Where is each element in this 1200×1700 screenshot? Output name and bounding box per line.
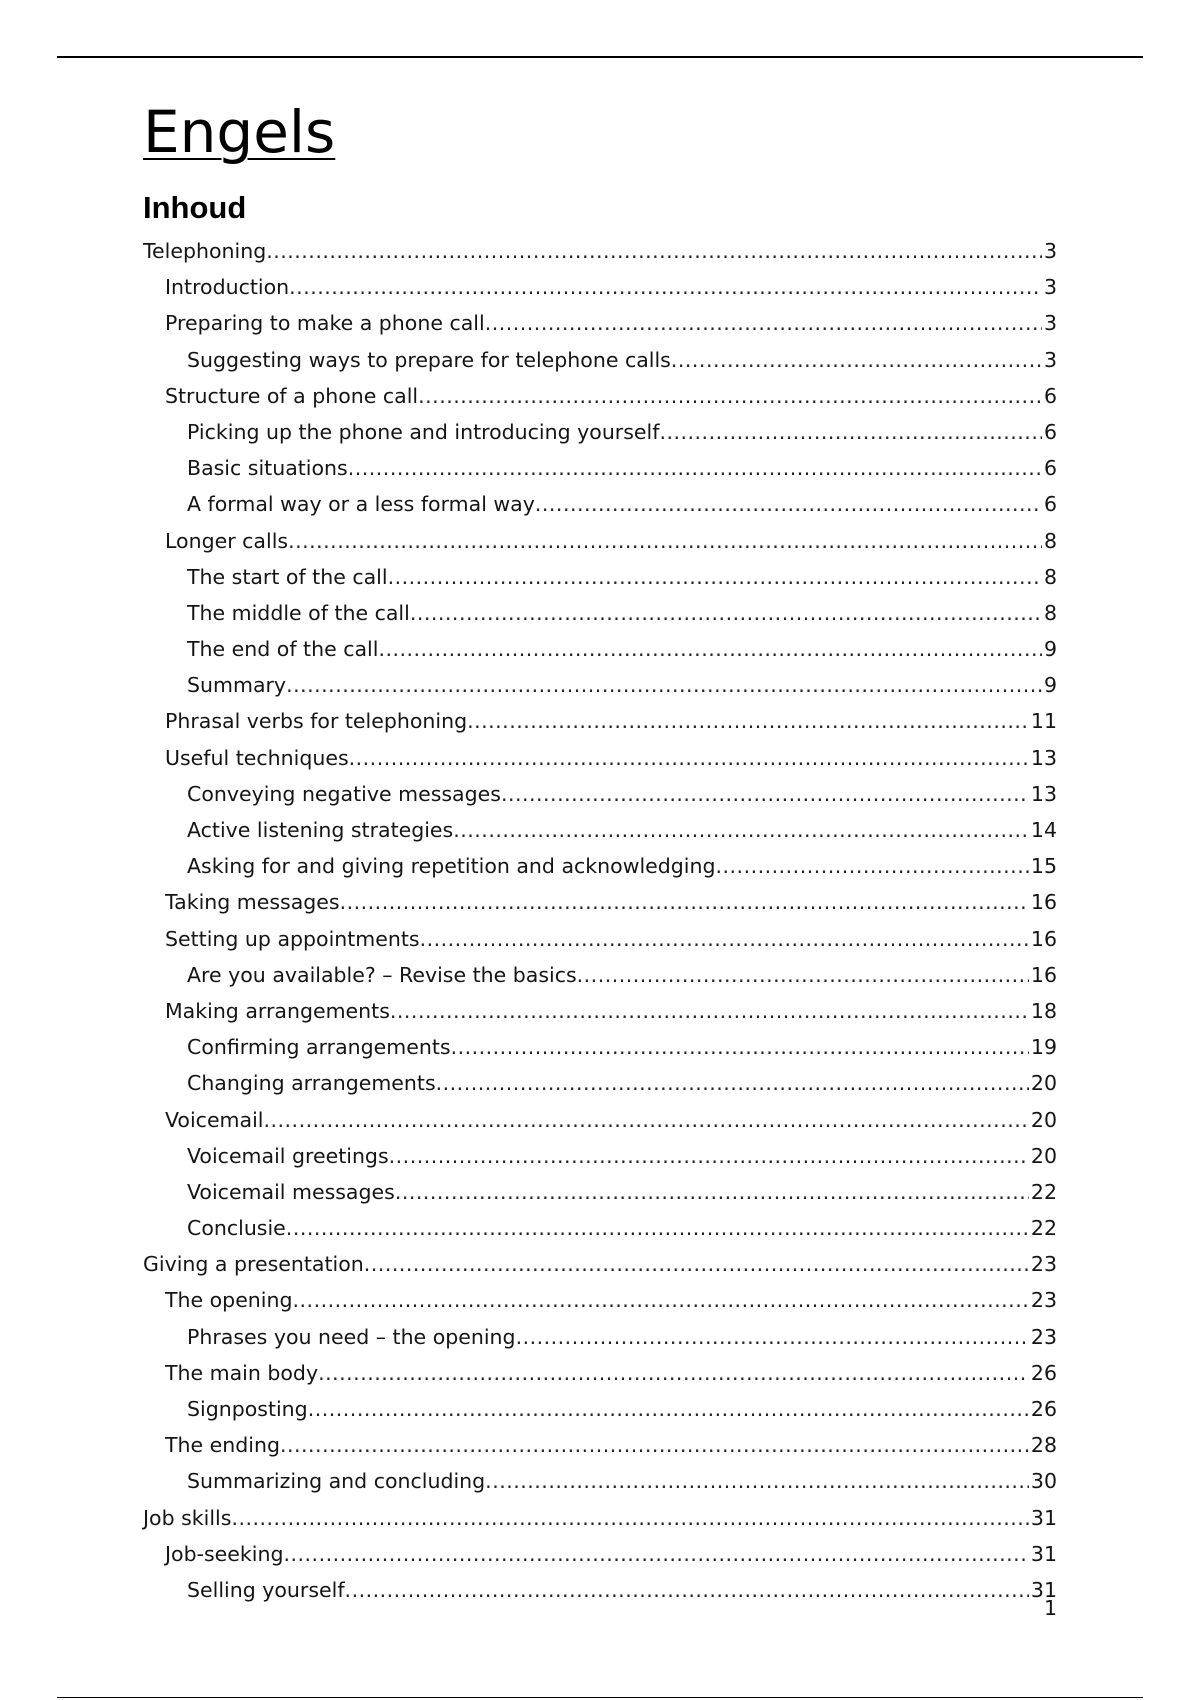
toc-dot-leader <box>388 559 1042 595</box>
toc-entry-page: 26 <box>1030 1360 1057 1385</box>
toc-entry-label[interactable]: Active listening strategies <box>187 818 454 842</box>
toc-entry[interactable] <box>143 667 1057 703</box>
toc-entry[interactable] <box>143 305 1057 341</box>
toc-entry[interactable] <box>143 450 1057 486</box>
toc-entry-page: 28 <box>1030 1433 1057 1458</box>
toc-entry-page: 11 <box>1030 709 1057 734</box>
toc-entry-page: 6 <box>1043 492 1057 517</box>
toc-entry-page: 6 <box>1043 419 1057 444</box>
toc-entry[interactable] <box>143 1463 1057 1499</box>
toc-entry-label[interactable]: The end of the call <box>187 637 379 662</box>
toc-entry-page: 20 <box>1030 1107 1057 1132</box>
toc-entry[interactable] <box>143 1355 1057 1391</box>
toc-dot-leader <box>308 1391 1029 1427</box>
toc-entry-page: 16 <box>1030 926 1057 951</box>
toc-entry-page: 14 <box>1030 818 1057 842</box>
toc-dot-leader <box>453 812 1029 848</box>
toc-entry-label[interactable]: Useful techniques <box>165 745 349 770</box>
toc-entry-page: 23 <box>1030 1252 1057 1277</box>
toc-entry-label[interactable]: Making arrangements <box>165 998 390 1023</box>
toc-entry[interactable] <box>143 414 1057 450</box>
toc-entry-page: 9 <box>1043 673 1057 698</box>
toc-entry-page: 22 <box>1030 1216 1057 1241</box>
toc-dot-leader <box>345 1572 1029 1608</box>
toc-entry[interactable] <box>143 378 1057 414</box>
toc-entry[interactable] <box>143 1427 1057 1463</box>
toc-entry[interactable] <box>143 812 1057 848</box>
toc-entry-label[interactable]: Job skills <box>143 1505 232 1530</box>
toc-entry-page: 22 <box>1030 1179 1057 1204</box>
toc-entry[interactable] <box>143 1174 1057 1210</box>
toc-entry-page: 16 <box>1030 962 1057 987</box>
toc-dot-leader <box>420 921 1029 957</box>
toc-dot-leader <box>293 1282 1029 1318</box>
toc-entry-label[interactable]: Voicemail messages <box>187 1179 395 1204</box>
toc-entry-label[interactable]: Summarizing and concluding <box>187 1469 486 1494</box>
toc-dot-leader <box>418 378 1042 414</box>
toc-dot-leader <box>389 1138 1029 1174</box>
toc-dot-leader <box>349 740 1029 776</box>
toc-entry[interactable] <box>143 740 1057 776</box>
toc-entry-page: 13 <box>1030 781 1057 806</box>
toc-entry-page: 3 <box>1043 311 1057 336</box>
header-rule <box>57 56 1143 58</box>
toc-entry[interactable] <box>143 269 1057 305</box>
toc-entry[interactable] <box>143 776 1057 812</box>
toc-entry-label[interactable]: Signposting <box>187 1397 308 1421</box>
toc-entry-page: 8 <box>1043 600 1057 625</box>
toc-dot-leader <box>485 1463 1029 1499</box>
toc-dot-leader <box>501 776 1029 812</box>
toc-dot-leader <box>659 414 1042 450</box>
toc-entry-page: 13 <box>1030 745 1057 770</box>
toc-entry-label[interactable]: Structure of a phone call <box>165 383 419 408</box>
toc-entry[interactable] <box>143 1572 1057 1608</box>
toc-dot-leader <box>671 342 1042 378</box>
toc-dot-leader <box>318 1355 1029 1391</box>
toc-entry-page: 31 <box>1030 1577 1057 1602</box>
toc-entry[interactable] <box>143 1210 1057 1246</box>
toc-entry[interactable] <box>143 993 1057 1029</box>
toc-dot-leader <box>451 1029 1029 1065</box>
toc-dot-leader <box>231 1500 1028 1536</box>
toc-entry[interactable] <box>143 523 1057 559</box>
toc-entry-page: 26 <box>1030 1397 1057 1421</box>
toc-entry-page: 16 <box>1030 890 1057 915</box>
toc-entry-label[interactable]: Summary <box>187 673 287 698</box>
toc-entry[interactable] <box>143 703 1057 739</box>
page-number: 1 <box>1043 1596 1057 1620</box>
toc-dot-leader <box>283 1536 1028 1572</box>
toc-dot-leader <box>716 848 1029 884</box>
toc-entry[interactable] <box>143 884 1057 920</box>
toc-entry[interactable] <box>143 921 1057 957</box>
toc-entry[interactable] <box>143 486 1057 522</box>
toc-entry-label[interactable]: Setting up appointments <box>165 926 420 951</box>
toc-entry-page: 30 <box>1030 1469 1057 1494</box>
toc-entry-label[interactable]: A formal way or a less formal way <box>187 492 535 517</box>
toc-entry-label[interactable]: Are you available? – Revise the basics <box>187 962 577 987</box>
toc-heading: Inhoud <box>143 190 247 225</box>
toc-entry-label[interactable]: Giving a presentation <box>143 1252 364 1277</box>
toc-dot-leader <box>485 305 1042 341</box>
toc-entry-page: 20 <box>1030 1143 1057 1168</box>
toc-entry-page: 8 <box>1043 528 1057 553</box>
toc-dot-leader <box>286 667 1042 703</box>
toc-entry-page: 3 <box>1043 239 1057 263</box>
toc-dot-leader <box>410 595 1042 631</box>
toc-entry[interactable] <box>143 1065 1057 1101</box>
document-title: Engels <box>143 98 336 166</box>
toc-dot-leader <box>395 1174 1029 1210</box>
toc-entry-label[interactable]: Introduction <box>165 275 290 300</box>
toc-dot-leader <box>467 703 1029 739</box>
toc-entry-label[interactable]: The ending <box>165 1433 280 1458</box>
toc-entry-page: 3 <box>1043 275 1057 300</box>
toc-entry[interactable] <box>143 595 1057 631</box>
toc-entry-page: 23 <box>1030 1324 1057 1349</box>
toc-entry-page: 6 <box>1043 383 1057 408</box>
toc-entry[interactable] <box>143 559 1057 595</box>
toc-entry-label[interactable]: Basic situations <box>187 456 348 481</box>
toc-entry-label[interactable]: Asking for and giving repetition and acknowledging <box>187 854 716 879</box>
toc-entry-label[interactable]: Longer calls <box>165 528 289 553</box>
toc-dot-leader <box>263 1102 1028 1138</box>
toc-entry[interactable] <box>143 1246 1057 1282</box>
toc-entry-label[interactable]: Phrases you need – the opening <box>187 1324 516 1349</box>
toc-entry-page: 9 <box>1043 637 1057 662</box>
toc-entry[interactable] <box>143 1102 1057 1138</box>
toc-entry-page: 18 <box>1030 998 1057 1023</box>
toc-entry-label[interactable]: The start of the call <box>187 564 388 589</box>
toc-entry-label[interactable]: Conveying negative messages <box>187 781 501 806</box>
toc-entry[interactable] <box>143 957 1057 993</box>
toc-entry-page: 23 <box>1030 1288 1057 1313</box>
toc-dot-leader <box>289 269 1042 305</box>
toc-dot-leader <box>348 450 1042 486</box>
toc-entry-label[interactable]: The main body <box>165 1360 319 1385</box>
toc-entry-label[interactable]: Picking up the phone and introducing yourself <box>187 419 660 444</box>
toc-entry[interactable] <box>143 631 1057 667</box>
toc-entry-label[interactable]: Preparing to make a phone call <box>165 311 485 336</box>
toc-entry-label[interactable]: Conclusie <box>187 1216 286 1241</box>
toc-dot-leader <box>286 1210 1029 1246</box>
table-of-contents <box>143 233 1057 1608</box>
toc-entry[interactable] <box>143 1391 1057 1427</box>
toc-entry[interactable] <box>143 342 1057 378</box>
toc-entry[interactable] <box>143 1138 1057 1174</box>
toc-entry[interactable] <box>143 1282 1057 1318</box>
toc-dot-leader <box>364 1246 1029 1282</box>
toc-entry-page: 15 <box>1030 854 1057 879</box>
toc-entry-label[interactable]: Suggesting ways to prepare for telephone calls <box>187 347 671 372</box>
toc-entry[interactable] <box>143 233 1057 269</box>
toc-dot-leader <box>516 1319 1029 1355</box>
toc-dot-leader <box>280 1427 1029 1463</box>
toc-entry-label[interactable]: Confirming arrangements <box>187 1035 451 1060</box>
toc-dot-leader <box>390 993 1029 1029</box>
toc-entry[interactable] <box>143 1500 1057 1536</box>
toc-dot-leader <box>266 233 1042 269</box>
toc-entry-label[interactable]: Voicemail greetings <box>187 1143 389 1168</box>
toc-entry-label[interactable]: Telephoning <box>143 239 267 263</box>
toc-entry[interactable] <box>143 1319 1057 1355</box>
toc-dot-leader <box>288 523 1042 559</box>
toc-entry-label[interactable]: Changing arrangements <box>187 1071 436 1096</box>
toc-entry-label[interactable]: The middle of the call <box>187 600 410 625</box>
toc-entry-label[interactable]: Job-seeking <box>165 1541 284 1566</box>
toc-entry-label[interactable]: Voicemail <box>165 1107 264 1132</box>
toc-entry[interactable] <box>143 848 1057 884</box>
toc-dot-leader <box>436 1065 1029 1101</box>
toc-entry-label[interactable]: Taking messages <box>165 890 340 915</box>
toc-entry-label[interactable]: Phrasal verbs for telephoning <box>165 709 468 734</box>
toc-entry-page: 8 <box>1043 564 1057 589</box>
toc-entry-page: 6 <box>1043 456 1057 481</box>
toc-entry-page: 20 <box>1030 1071 1057 1096</box>
toc-entry-label[interactable]: Selling yourself <box>187 1577 345 1602</box>
toc-dot-leader <box>340 884 1029 920</box>
toc-dot-leader <box>577 957 1029 993</box>
toc-entry-page: 19 <box>1030 1035 1057 1060</box>
footer-rule <box>57 1697 1143 1698</box>
toc-entry-label[interactable]: The opening <box>165 1288 293 1313</box>
toc-entry[interactable] <box>143 1029 1057 1065</box>
toc-entry-page: 31 <box>1030 1541 1057 1566</box>
toc-entry-page: 31 <box>1030 1505 1057 1530</box>
toc-entry[interactable] <box>143 1536 1057 1572</box>
toc-dot-leader <box>535 486 1042 522</box>
toc-dot-leader <box>378 631 1042 667</box>
toc-entry-page: 3 <box>1043 347 1057 372</box>
